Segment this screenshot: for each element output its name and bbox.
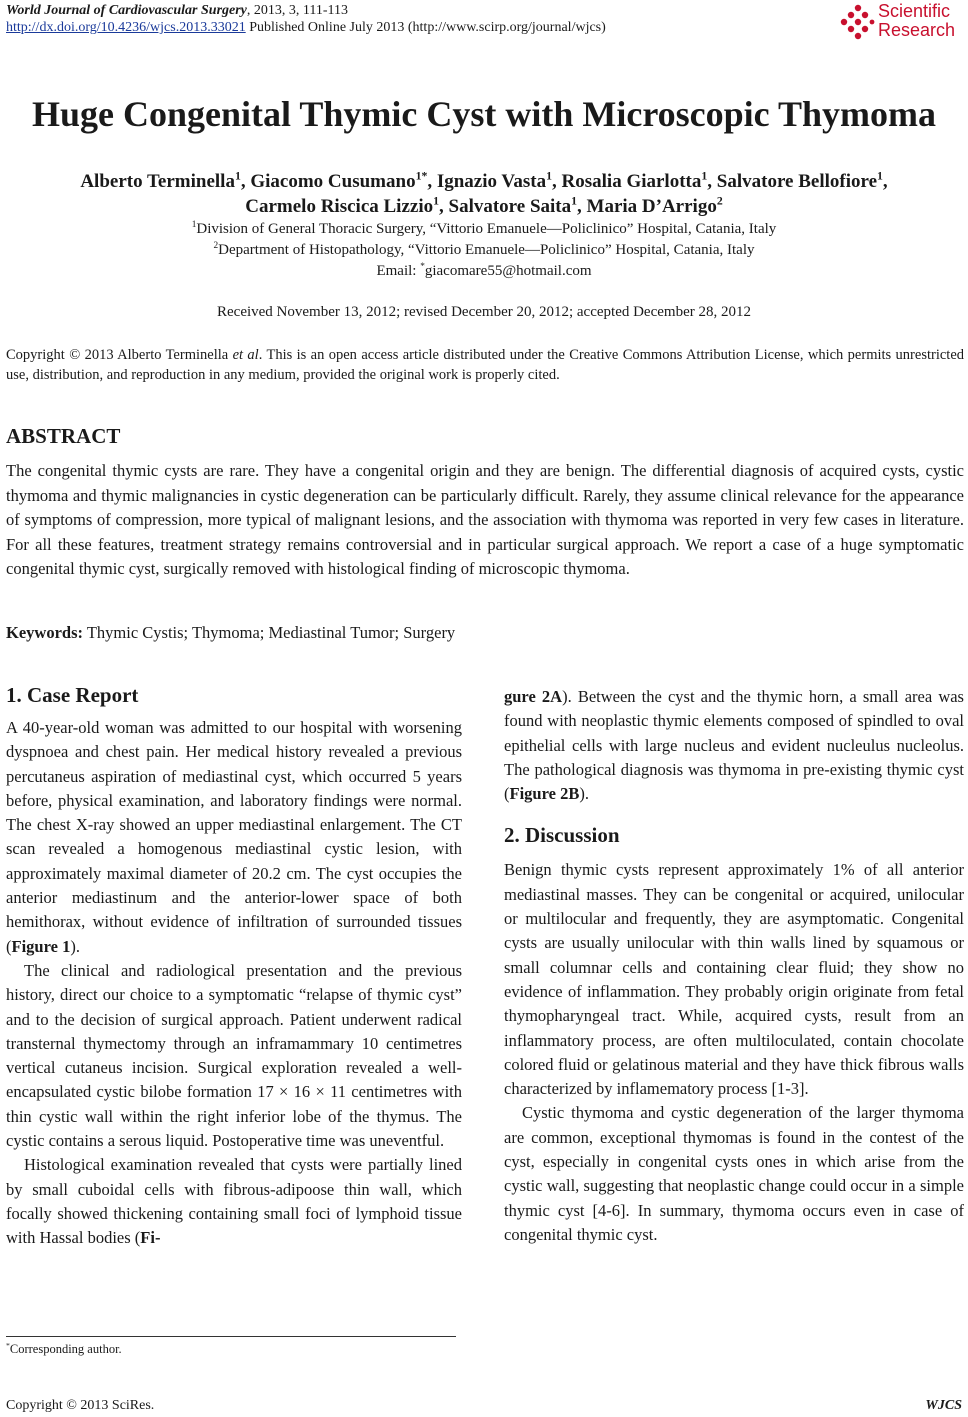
figure-ref[interactable]: Figure 1: [11, 936, 71, 956]
paragraph: gure 2A). Between the cyst and the thymic horn, a small area was found with neoplastic thymic elements composed of spindled to oval epithelial cells with large nucleus and evident nucleulus nucleolus. The pathological diagnosis was thymoma in pre-existing thymic cyst (Figure 2B).: [504, 687, 964, 804]
paragraph: Cystic thymoma and cystic degeneration of the larger thymoma are common, exceptional thymomas is found in the contest of the cyst, especially in congenital cysts ones in which arise from the cystic wall, suggesting that neoplastic change could occur in a simple thymic cyst [4-6]. In summary, thymoma occurs even in case of congenital thymic cyst.: [504, 1103, 964, 1244]
author: Salvatore Bellofiore$^1$,: [716, 169, 888, 192]
author-list: [0, 169, 968, 219]
journal-volume: , 2013, 3, 111-113: [246, 3, 349, 18]
footnote-divider: [6, 1336, 456, 1337]
figure-ref[interactable]: gure 2A: [504, 687, 563, 706]
left-column: [6, 682, 462, 1251]
paragraph: Benign thymic cysts represent approximately 1% of all anterior mediastinal masses. They can be congenital or acquired, unilocular or multilocular and frequently, they are asymptomatic. Congenital cysts are usually unilocular with thin walls lined by squamous or small columnar cells and containing clear fluid; they show no evidence of inflammation. They probably origin originate from fetal thymopharyngeal tract. While, acquired cysts, result from an inflammatory process, are often multiloculated, contain chocolate colored fluid or gelatinous material and they have thick fibrous walls characterized by inflamematory process [1-3].: [504, 860, 964, 1099]
footer-copyright: Copyright © 2013 SciRes.: [6, 1398, 155, 1413]
paragraph: The clinical and radiological presentation and the previous history, direct our choice to a symptomatic “relapse of thymic cyst” and to the decision of surgical approach. Patient underwent radical transternal thymectomy through an inframammary 10 centimetres vertical cutaneus incision. Surgical exploration revealed a well-encapsulated cystic bilobe formation 17 × 16 × 11 centimetres with thin cystic wall within the right inferior lobe of the thymus. The cystic contains a serous liquid. Postoperative time was uneventful.: [6, 960, 462, 1151]
article-title: Huge Congenital Thymic Cyst with Microscopic Thymoma: [31, 94, 936, 134]
running-header: [6, 2, 606, 36]
author: Alberto Terminella$^1$,: [80, 169, 251, 192]
paragraph: A 40-year-old woman was admitted to our hospital with worsening dyspnoea and chest pain. Her medical history revealed a previous percutaneus aspiration of mediastinal cyst, which occurred 5 years before, physical examination, and laboratory findings were normal. The chest X-ray showed an upper mediastinal enlargement. The CT scan revealed a homogenous mediastinal cystic lesion, with approximately maximal diameter of 20.2 cm. The cyst occupies the anterior mediastinum and the anterior-lower space of both hemithorax, without evidence of infiltration of surrounded tissues (Figure 1).: [6, 718, 462, 956]
received-dates: Received November 13, 2012; revised December 20, 2012; accepted December 28, 2012: [217, 304, 751, 320]
keywords: Keywords: Thymic Cystis; Thymoma; Mediastinal Tumor; Surgery: [6, 623, 456, 642]
author: Carmelo Riscica Lizzio$^1$,: [245, 194, 449, 217]
logo-text: [878, 2, 955, 40]
logo-line-1: Scientific: [878, 1, 951, 21]
section-heading-case-report: 1. Case Report: [6, 683, 139, 707]
doi-link[interactable]: http://dx.doi.org/10.4236/wjcs.2013.33021: [6, 20, 246, 35]
section-heading-discussion: 2. Discussion: [504, 823, 620, 848]
affiliation-1: $^1$Division of General Thoracic Surgery, “Vittorio Emanuele—Policlinico” Hospital, Catania, Italy: [191, 220, 777, 237]
author: Ignazio Vasta$^1$,: [436, 169, 562, 192]
author: Salvatore Saita$^1$,: [448, 194, 587, 217]
paragraph: Histological examination revealed that cysts were partially lined by small cuboidal cells with fibrous-adipoose thin wall, which focally showed thickening containing small foci of lymphoid tissue with Hassal bodies (Fi-: [6, 1155, 462, 1248]
affiliation-2: $^2$Department of Histopathology, “Vittorio Emanuele—Policlinico” Hospital, Catania, Italy: [213, 241, 755, 258]
publisher-logo: [840, 2, 962, 44]
email-address[interactable]: giacomare55@hotmail.com: [424, 263, 592, 279]
authors-line-1: [0, 169, 968, 194]
author: Rosalia Giarlotta$^1$,: [561, 169, 717, 192]
author: Maria D’Arrigo$^2$: [586, 194, 723, 217]
abstract-heading: ABSTRACT: [6, 424, 121, 448]
author: Giacomo Cusumano$^{1*}$,: [250, 169, 437, 192]
figure-ref[interactable]: Fi-: [140, 1228, 161, 1248]
journal-citation: [6, 2, 606, 19]
email-line: Email: *giacomare55@hotmail.com: [376, 262, 592, 279]
published-info: Published Online July 2013 (http://www.scirp.org/journal/wjcs): [245, 20, 606, 35]
copyright-notice: Copyright © 2013 Alberto Terminella et al. This is an open access article distributed under the Creative Commons Attribution License, which permits unrestricted use, distribution, and reproduction in any medium, provided the original work is properly cited.: [6, 347, 965, 383]
footer-journal-abbrev: WJCS: [925, 1398, 962, 1413]
right-column: [504, 685, 964, 1247]
authors-line-2: [0, 194, 968, 219]
journal-name: World Journal of Cardiovascular Surgery: [6, 3, 247, 18]
figure-ref[interactable]: Figure 2B: [509, 784, 580, 804]
dots-logo-icon: [840, 4, 876, 42]
doi-line: [6, 19, 606, 36]
abstract-text: The congenital thymic cysts are rare. They have a congenital origin and they are benign. The differential diagnosis of acquired cysts, cystic thymoma and thymic malignancies in cystic degeneration can be particularly difficult. Rarely, they assume clinical relevance for the appearance of symptoms of compression, more typical of malignant lesions, and the association with thymoma was reported in very few cases in literature. For all these features, treatment strategy remains controversial and in particular surgical approach. We report a case of a huge symptomatic congenital thymic cyst, surgically removed with histological finding of microscopic thymoma.: [6, 461, 964, 579]
footnote: *Corresponding author.: [6, 1340, 122, 1356]
logo-line-2: Research: [878, 20, 956, 40]
